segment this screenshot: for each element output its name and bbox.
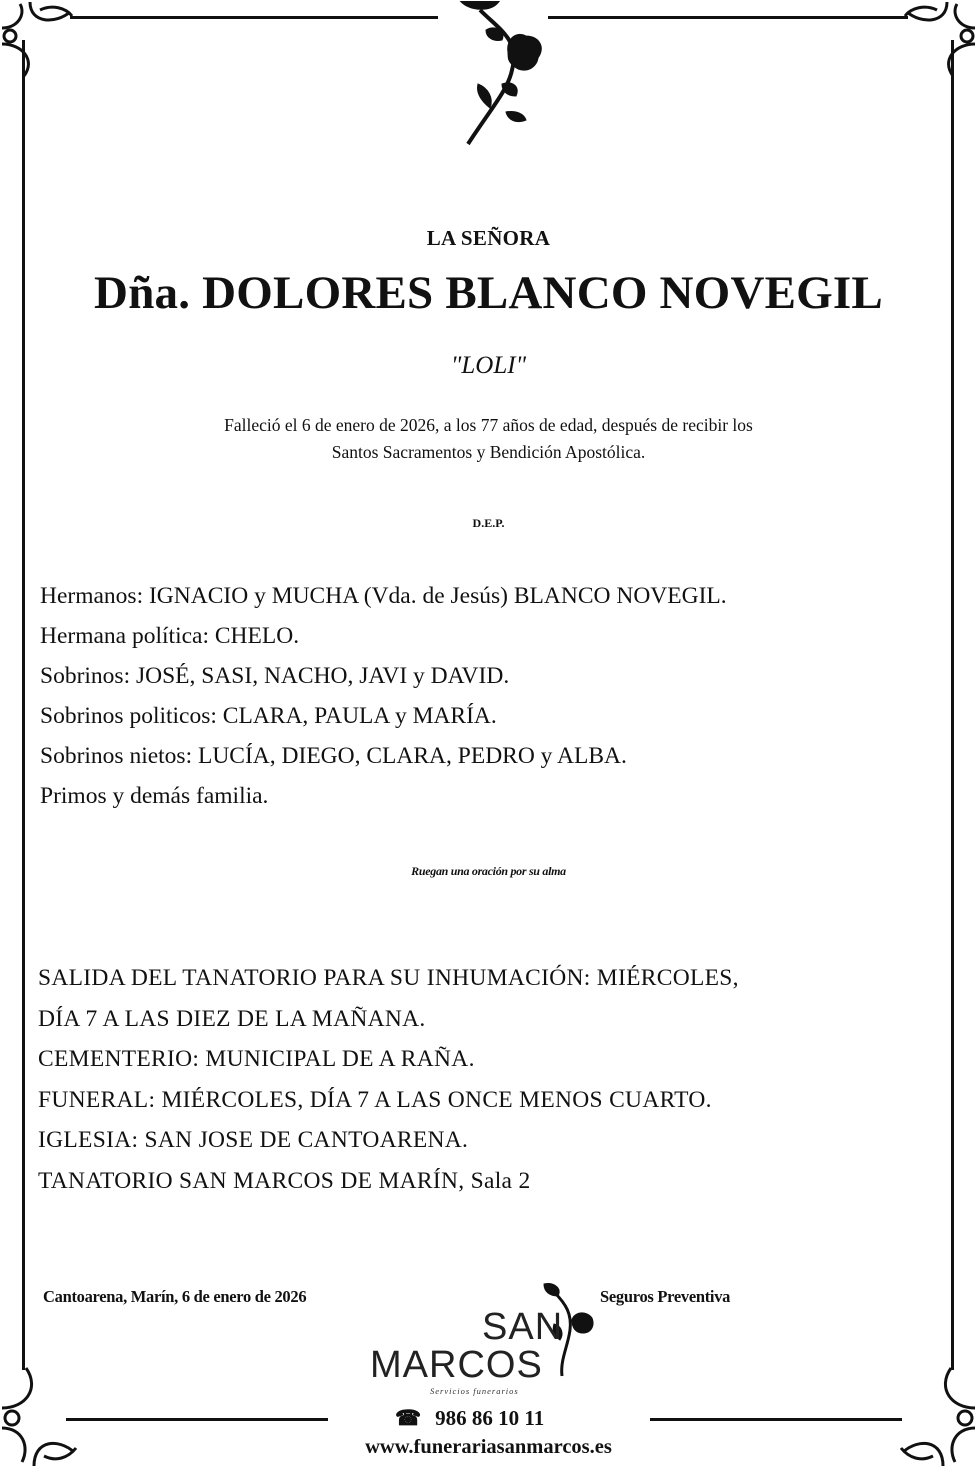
death-notice (0, 412, 977, 466)
logo-text-san: SAN (482, 1306, 564, 1348)
event-line: FUNERAL: MIÉRCOLES, DÍA 7 A LAS ONCE MENOS CUARTO. (38, 1086, 712, 1113)
death-notice-line: Falleció el 6 de enero de 2026, a los 77 años de edad, después de recibir los (224, 415, 753, 435)
phone-number[interactable]: 986 86 10 11 (435, 1406, 545, 1430)
phone-contact (395, 1406, 544, 1431)
rip-label: D.E.P. (472, 516, 505, 530)
frame-top-right (548, 16, 908, 19)
death-notice-line: Santos Sacramentos y Bendición Apostólica. (331, 442, 646, 462)
corner-flourish-icon (897, 0, 977, 80)
family-line: Hermana política: CHELO. (40, 623, 300, 649)
place-date: Cantoarena, Marín, 6 de enero de 2026 (43, 1287, 307, 1306)
frame-top-left (70, 16, 438, 19)
event-line: SALIDA DEL TANATORIO PARA SU INHUMACIÓN: MIÉRCOLES, (38, 965, 739, 991)
frame-bottom-left (66, 1418, 328, 1421)
event-line: DÍA 7 A LAS DIEZ DE LA MAÑANA. (38, 1005, 426, 1032)
insurer-name: Seguros Preventiva (600, 1287, 731, 1306)
logo-tagline: Servicios funerarios (430, 1386, 519, 1396)
deceased-name: Dña. DOLORES BLANCO NOVEGIL (94, 267, 883, 319)
page-subtitle: LA SEÑORA (426, 226, 551, 250)
logo-text-marcos: MARCOS (370, 1344, 543, 1386)
event-line: CEMENTERIO: MUNICIPAL DE A RAÑA. (38, 1046, 475, 1072)
family-line: Hermanos: IGNACIO y MUCHA (Vda. de Jesús) BLANCO NOVEGIL. (40, 583, 727, 609)
family-line: Primos y demás familia. (40, 783, 269, 809)
family-line: Sobrinos nietos: LUCÍA, DIEGO, CLARA, PEDRO y ALBA. (40, 743, 627, 769)
event-line: IGLESIA: SAN JOSE DE CANTOARENA. (38, 1127, 469, 1153)
corner-flourish-icon (0, 0, 80, 80)
family-list (40, 576, 727, 816)
rose-icon (450, 0, 570, 152)
event-line: TANATORIO SAN MARCOS DE MARÍN, Sala 2 (38, 1167, 531, 1194)
funeral-events (38, 958, 739, 1201)
deceased-nickname: "LOLI" (450, 352, 527, 379)
family-line: Sobrinos politicos: CLARA, PAULA y MARÍA. (40, 703, 497, 729)
frame-bottom-right (650, 1418, 902, 1421)
phone-icon: ☎ (395, 1406, 422, 1430)
family-line: Sobrinos: JOSÉ, SASI, NACHO, JAVI y DAVID. (40, 663, 510, 689)
prayer-request: Ruegan una oración por su alma (411, 864, 566, 878)
website-link[interactable]: www.funerariasanmarcos.es (365, 1436, 612, 1458)
